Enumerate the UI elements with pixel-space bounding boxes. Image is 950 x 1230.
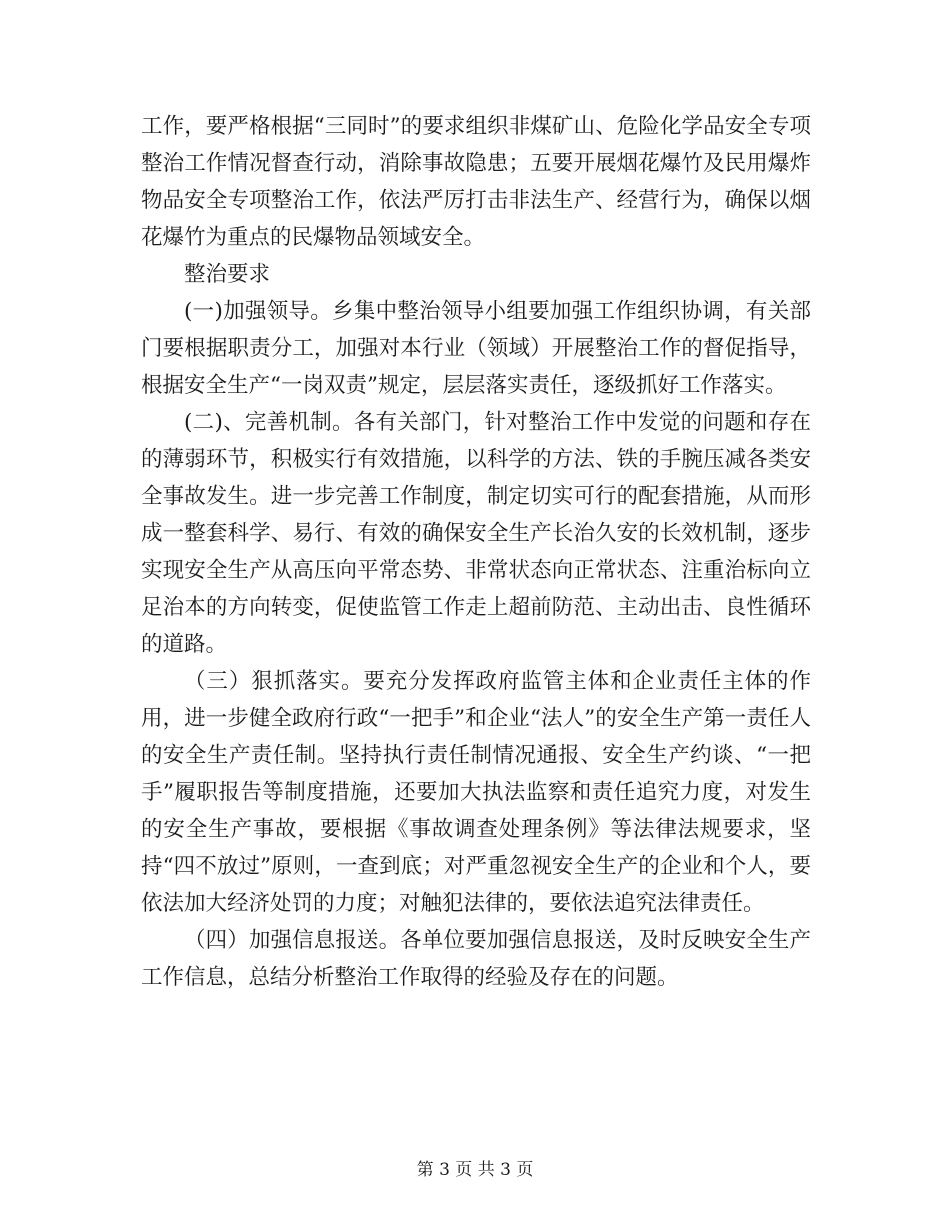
paragraph-item-4: （四）加强信息报送。各单位要加强信息报送，及时反映安全生产工作信息，总结分析整治工作取得的经验及存在的问题。 (141, 928, 811, 990)
paragraph-continuation: 工作，要严格根据“三同时”的要求组织非煤矿山、危险化学品安全专项整治工作情况督查行动，消除事故隐患；五要开展烟花爆竹及民用爆炸物品安全专项整治工作，依法严厉打击非法生产、经营行为，确保以烟花爆竹为重点的民爆物品领域安全。 (141, 114, 811, 250)
paragraph-item-1: (一)加强领导。乡集中整治领导小组要加强工作组织协调，有关部门要根据职责分工，加强对本行业（领域）开展整治工作的督促指导，根据安全生产“一岗双责”规定，层层落实责任，逐级抓好工作落实。 (141, 299, 811, 398)
document-body (141, 108, 811, 996)
page-footer: 第 3 页 共 3 页 (416, 1160, 534, 1180)
paragraph-item-2: (二)、完善机制。各有关部门，针对整治工作中发觉的问题和存在的薄弱环节，积极实行有效措施，以科学的方法、铁的手腕压减各类安全事故发生。进一步完善工作制度，制定切实可行的配套措施，从而形成一整套科学、易行、有效的确保安全生产长治久安的长效机制，逐步实现安全生产从高压向平常态势、非常状态向正常状态、注重治标向立足治本的方向转变，促使监管工作走上超前防范、主动出击、良性循环的道路。 (141, 410, 811, 657)
section-heading: 整治要求 (184, 262, 271, 287)
paragraph-item-3: （三）狠抓落实。要充分发挥政府监管主体和企业责任主体的作用，进一步健全政府行政“一把手”和企业“法人”的安全生产第一责任人的安全生产责任制。坚持执行责任制情况通报、安全生产约谈、“一把手”履职报告等制度措施，还要加大执法监察和责任追究力度，对发生的安全生产事故，要根据《事故调查处理条例》等法律法规要求，坚持“四不放过”原则，一查到底；对严重忽视安全生产的企业和个人，要依法加大经济处罚的力度；对触犯法律的，要依法追究法律责任。 (141, 669, 811, 916)
